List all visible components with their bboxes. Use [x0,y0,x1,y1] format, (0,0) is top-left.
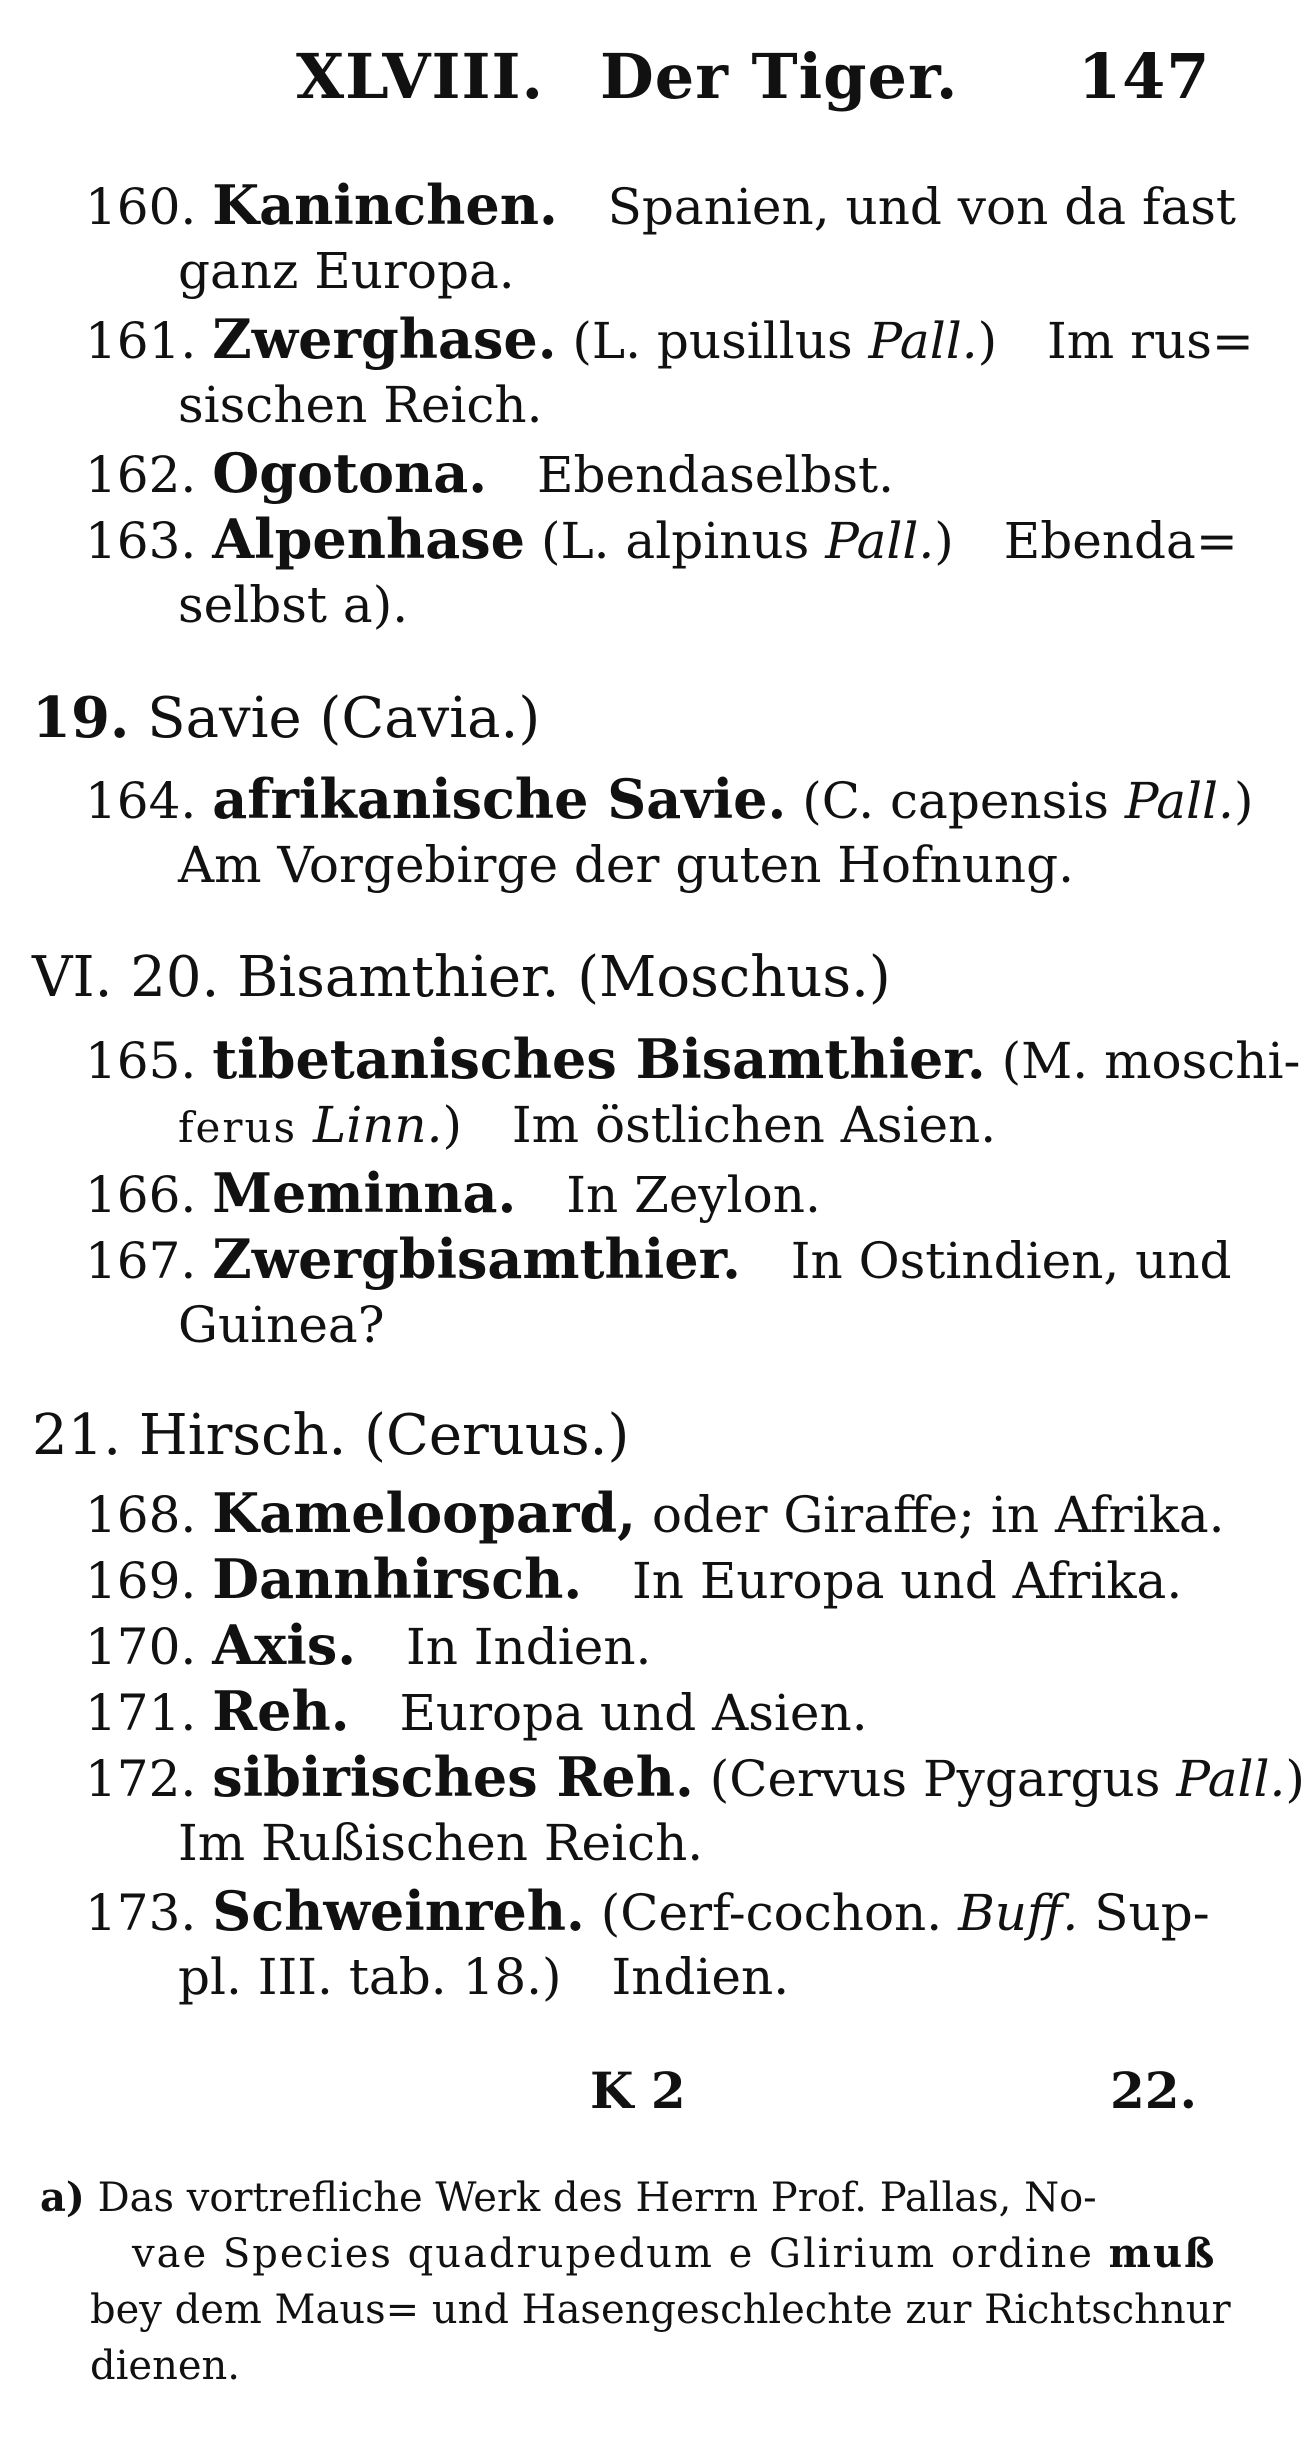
entry-number: 171. [85,1684,197,1742]
entry-169 [85,1547,1183,1611]
author-abbrev: Pall. [1124,772,1234,830]
entry-text: In Ostindien, und [790,1232,1232,1290]
author-abbrev: Linn. [313,1096,443,1154]
species-name: Zwergbisamthier. [212,1227,741,1291]
ref-close: ) [977,312,998,370]
entry-166 [85,1161,821,1225]
header-title: Der Tiger. [600,40,959,113]
entry-text: Im östlichen Asien. [511,1096,997,1154]
species-name: Alpenhase [212,507,526,571]
entry-161 [85,307,1254,371]
entry-text: Ebendaselbst. [536,446,894,504]
entry-number: 164. [85,772,197,830]
latin-reference: (M. moschi- [1001,1032,1301,1090]
latin-reference: (L. pusillus [572,312,853,370]
species-name: Reh. [212,1679,350,1743]
entry-173-cont [178,1948,790,2006]
ref-close: ) [1285,1750,1305,1808]
order-number: VI. [32,945,113,1010]
genus-name: Savie [147,686,302,751]
author-abbrev: Pall. [1176,1750,1286,1808]
genus-name: Hirsch. [138,1403,347,1468]
entry-161-cont: sischen Reich. [178,376,543,434]
entry-text: In Europa und Afrika. [632,1552,1183,1610]
footnote-text: muß [1108,2230,1217,2277]
species-name: Ogotona. [212,441,488,505]
footnote-text: Das vortrefliche Werk des Herrn Prof. Pallas, [97,2175,1012,2221]
genus-number: 19. [32,685,130,751]
ref-close: ) [934,512,954,570]
species-name: Zwerghase. [212,307,557,371]
latin-reference: (Cerf-cochon. [600,1884,943,1942]
entry-number: 165. [85,1032,197,1090]
entry-160-cont: ganz Europa. [178,242,515,300]
footnote-text: No- [1024,2175,1097,2221]
header-page-number: 147 [1078,40,1211,113]
genus-20 [32,945,891,1010]
entry-163-cont: selbst a). [178,576,409,634]
entry-165 [85,1027,1301,1091]
species-name: sibirisches Reh. [212,1745,694,1809]
genus-latin: (Cavia.) [319,686,541,751]
species-name: Dannhirsch. [212,1547,583,1611]
entry-number: 160. [85,178,197,236]
entry-number: 167. [85,1232,197,1290]
catchword: 22. [1110,2061,1197,2120]
entry-text: In Zeylon. [566,1166,821,1224]
footnote-mark: a) [40,2174,85,2221]
entry-text: In Indien. [405,1618,652,1676]
genus-21 [32,1403,630,1468]
genus-19 [32,685,541,751]
entry-number: 168. [85,1486,197,1544]
genus-latin: (Moschus.) [577,945,891,1010]
entry-number: 166. [85,1166,197,1224]
entry-172-cont: Im Rußischen Reich. [178,1814,704,1872]
entry-text: Ebenda= [1003,512,1238,570]
entry-168 [85,1481,1225,1545]
entry-163 [85,507,1238,571]
latin-reference: (Cervus Pygargus [709,1750,1161,1808]
entry-number: 163. [85,512,197,570]
entry-text: Im rus= [1047,312,1254,370]
entry-172 [85,1745,1305,1809]
species-name: Kameloopard, [212,1481,636,1545]
latin-reference: (C. capensis [802,772,1109,830]
entry-number: 161. [85,312,197,370]
genus-name: Bisamthier. [237,945,560,1010]
entry-text: Europa und Asien. [399,1684,868,1742]
entry-number: 172. [85,1750,197,1808]
footnote-line-1 [40,2174,1097,2221]
species-name: Schweinreh. [212,1879,585,1943]
latin-reference-cont: pl. III. tab. 18.) [178,1948,562,2006]
footnote-line-3: bey dem Maus= und Hasengeschlechte zur Richtschnur [90,2287,1231,2333]
footnote-line-2 [132,2230,1217,2277]
latin-reference-cont: Sup- [1094,1884,1210,1942]
entry-number: 173. [85,1884,197,1942]
genus-latin: (Ceruus.) [364,1403,630,1468]
species-name: Kaninchen. [212,173,558,237]
entry-164-cont: Am Vorgebirge der guten Hofnung. [178,836,1075,894]
entry-text: Spanien, und von da fast [607,178,1237,236]
ref-close: ) [442,1096,463,1154]
genus-number: 21. [32,1403,122,1468]
species-name: tibetanisches Bisamthier. [212,1027,986,1091]
latin-reference: (L. alpinus [540,512,810,570]
entry-165-cont [178,1096,997,1154]
entry-167-cont: Guinea? [178,1296,385,1354]
author-abbrev: Pall. [868,312,978,370]
entry-text: oder Giraffe; in Afrika. [651,1486,1225,1544]
entry-171 [85,1679,868,1743]
entry-170 [85,1613,652,1677]
entry-162 [85,441,894,505]
species-name: afrikanische Savie. [212,767,787,831]
entry-number: 162. [85,446,197,504]
ref-close: ) [1233,772,1254,830]
species-name: Axis. [212,1613,357,1677]
entry-text: Indien. [611,1948,790,2006]
entry-167 [85,1227,1232,1291]
entry-173 [85,1879,1210,1943]
entry-number: 169. [85,1552,197,1610]
entry-164 [85,767,1254,831]
footnote-line-4: dienen. [90,2343,240,2389]
author-abbrev: Pall. [825,512,935,570]
entry-160 [85,173,1237,237]
entry-number: 170. [85,1618,197,1676]
species-name: Meminna. [212,1161,517,1225]
genus-number: 20. [130,945,220,1010]
footnote-text: vae Species quadrupedum e Glirium ordine [132,2231,1094,2277]
signature-mark: K 2 [590,2061,686,2120]
author-abbrev: Buff. [958,1884,1079,1942]
header-chapter: XLVIII. [296,40,545,113]
latin-reference-cont: ferus [178,1103,298,1152]
